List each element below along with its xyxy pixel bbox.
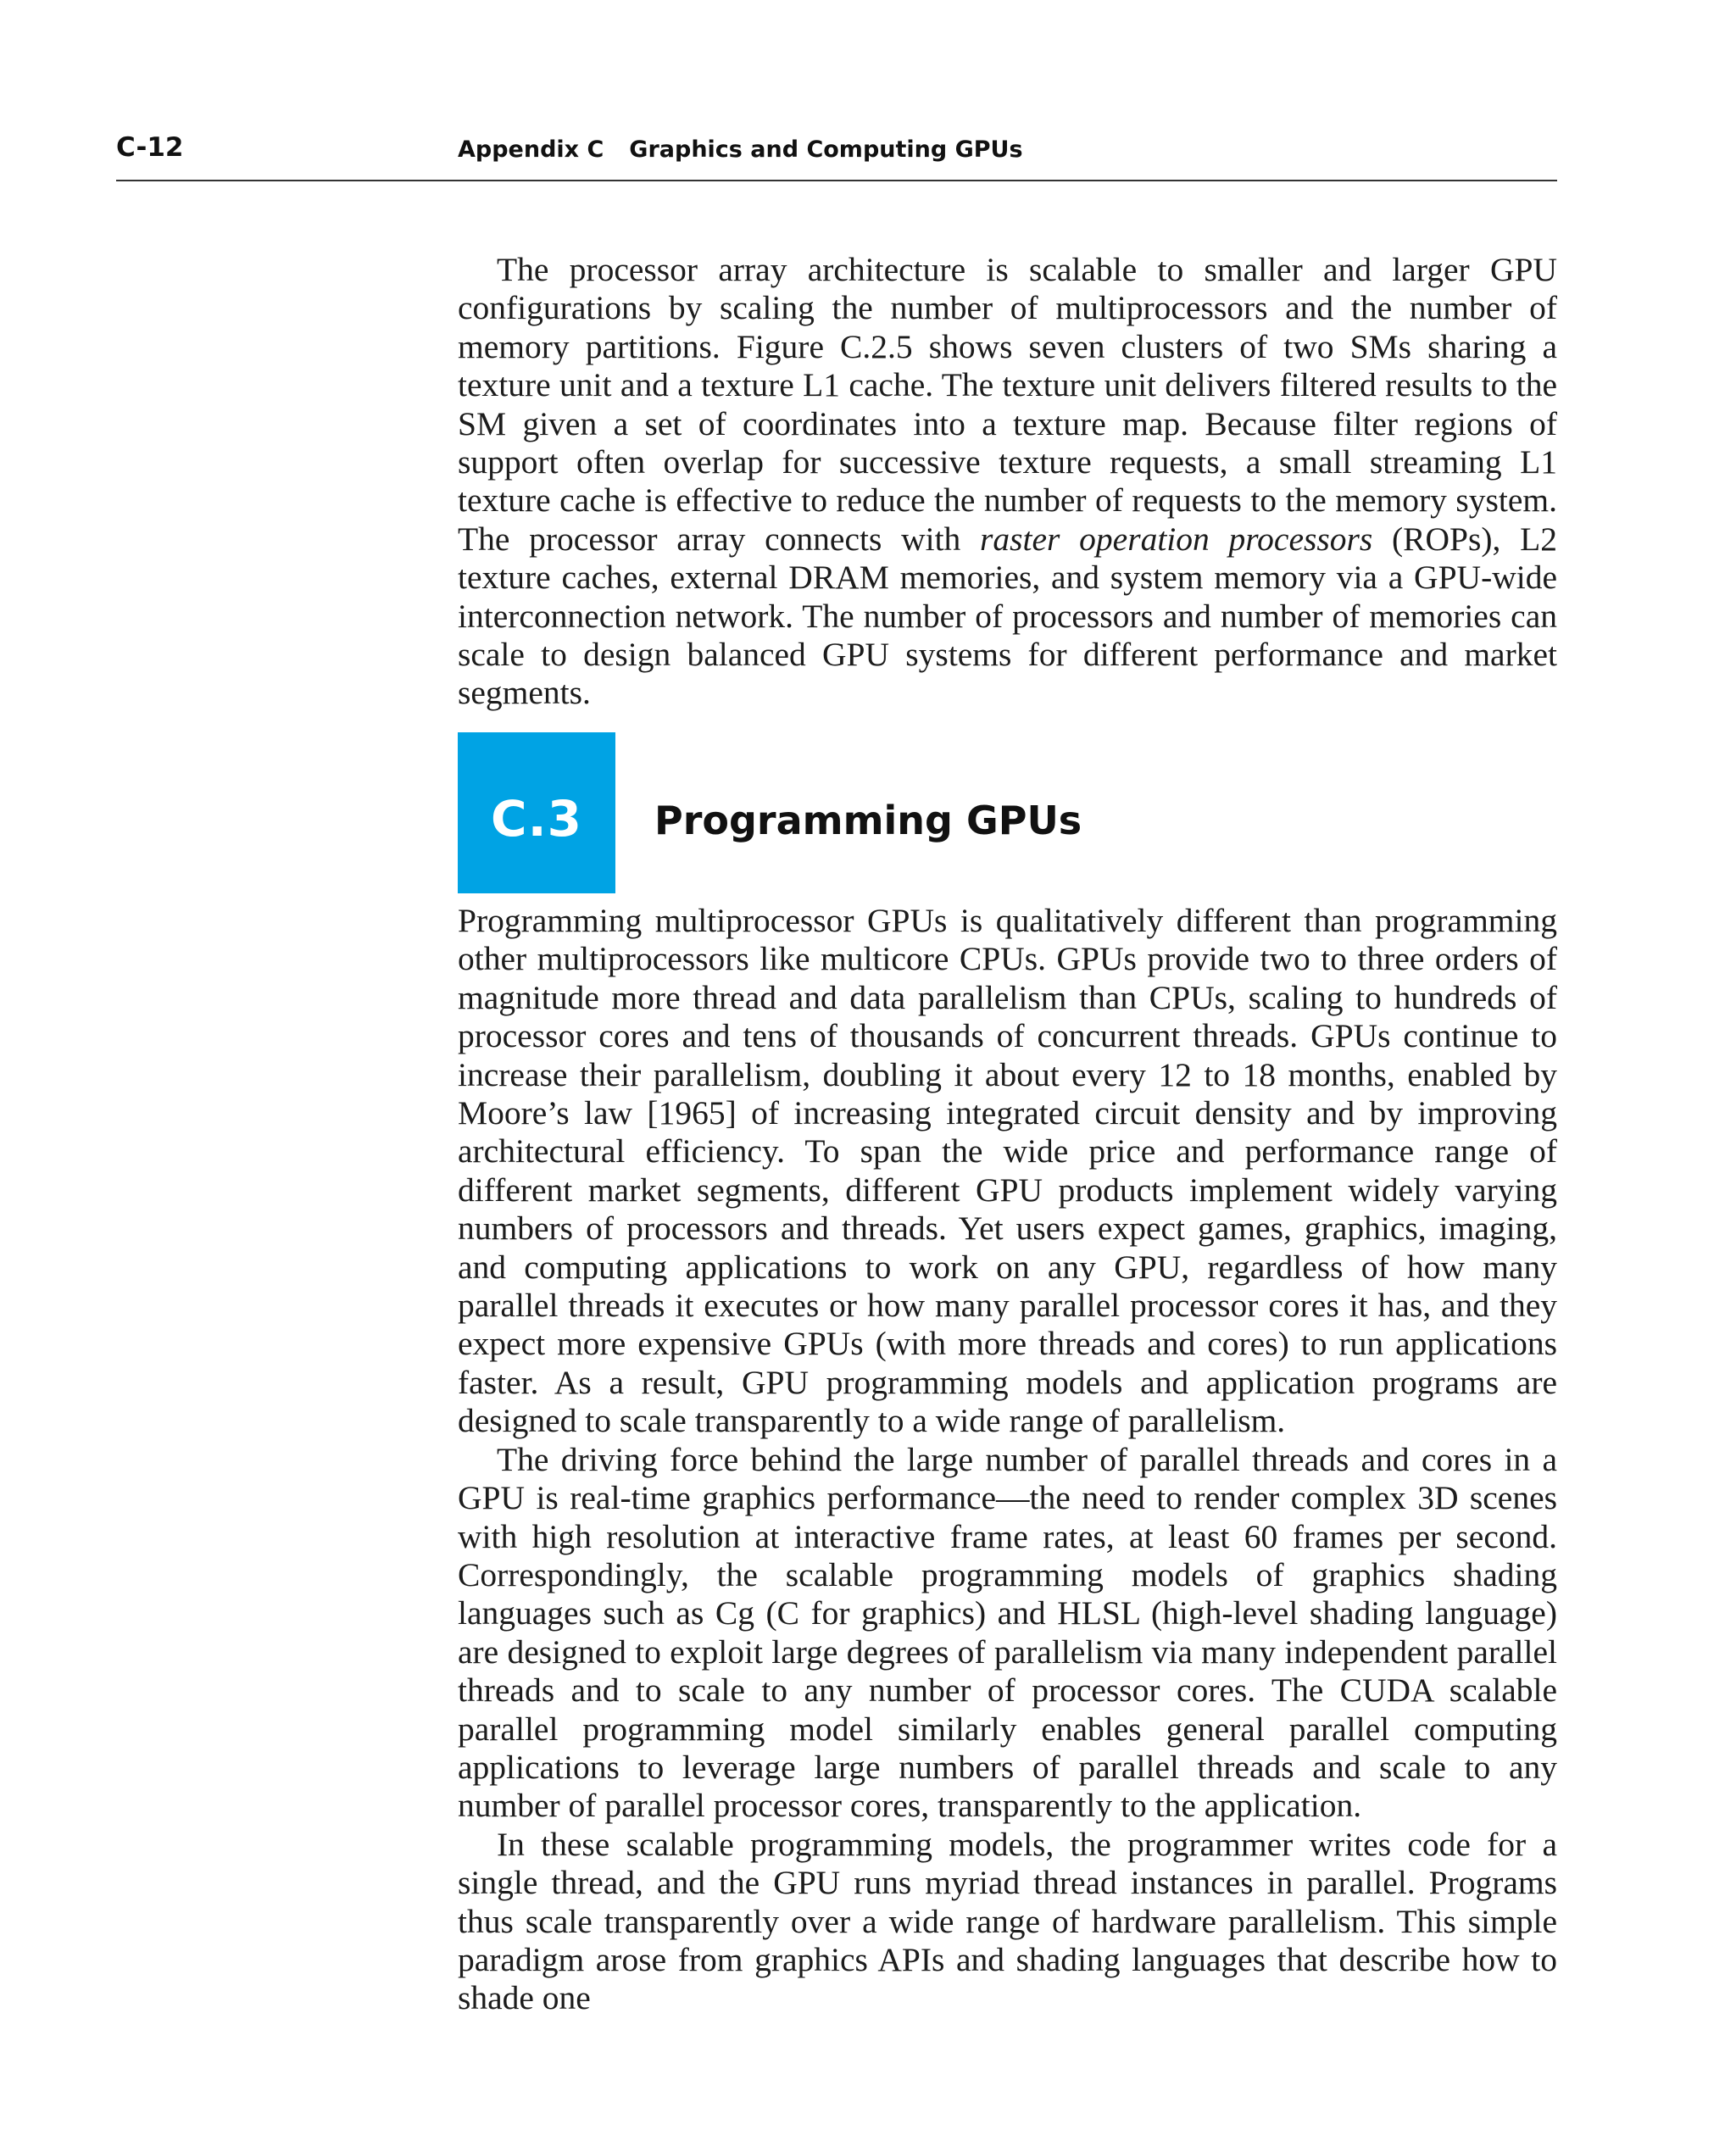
intro-section	[458, 251, 1557, 713]
appendix-label: Appendix C	[458, 136, 604, 163]
paragraph-3: In these scalable programming models, the programmer writes code for a single thread, and the GPU runs myriad thread instances in parallel. Programs thus scale transparently over a wide range of hardware parallelism. This simple paradigm arose from graphics APIs and shading languages that describe how to shade one	[458, 1825, 1557, 2017]
section-number-badge	[458, 732, 615, 893]
intro-text-part1: The processor array architecture is scalable to smaller and larger GPU configurations by scaling the number of multiprocessors and the number of memory partitions. Figure C.2.5 shows seven clusters of two SMs sharing a texture unit and a texture L1 cache. The texture unit delivers filtered results to the SM given a set of coordinates into a texture map. Because filter regions of support often overlap for successive texture requests, a small streaming L1 texture cache is effective to reduce the number of requests to the memory system. The processor array connects with	[458, 251, 1557, 558]
chapter-title: Graphics and Computing GPUs	[629, 136, 1023, 163]
page-header	[0, 0, 1736, 186]
section-heading	[458, 732, 1557, 893]
header-rule	[116, 180, 1557, 181]
paragraph-1: Programming multiprocessor GPUs is qualitatively different than programming other multiprocessors like multicore CPUs. GPUs provide two to three orders of magnitude more thread and data parallelism than CPUs, scaling to hundreds of processor cores and tens of thousands of concurrent threads. GPUs continue to increase their parallelism, doubling it about every 12 to 18 months, enabled by Moore’s law [1965] of increasing integrated circuit density and by improving architectural efficiency. To span the wide price and performance range of different market segments, different GPU products implement widely varying numbers of processors and threads. Yet users expect games, graphics, imaging, and computing applications to work on any GPU, regardless of how many parallel threads it executes or how many parallel processor cores it has, and they expect more expensive GPUs (with more threads and cores) to run applications faster. As a result, GPU programming models and application programs are designed to scale transparently to a wide range of parallelism.	[458, 902, 1557, 1440]
intro-text-part2: (ROPs), L2 texture caches, external DRAM memories, and system memory via a GPU-wide interconnection network. The number of processors and number of memories can scale to design balanced GPU systems for different performance and market segments.	[458, 520, 1557, 712]
section-number: C.3	[491, 790, 582, 848]
intro-paragraph	[458, 251, 1557, 713]
running-head	[458, 136, 1023, 163]
section-title: Programming GPUs	[654, 798, 1082, 843]
page-number: C-12	[116, 132, 184, 163]
italic-term: raster operation processors	[980, 520, 1373, 558]
section-body	[458, 902, 1557, 2018]
paragraph-2: The driving force behind the large number of parallel threads and cores in a GPU is real-time graphics performance—the need to render complex 3D scenes with high resolution at interactive frame rates, at least 60 frames per second. Correspondingly, the scalable programming models of graphics shading languages such as Cg (C for graphics) and HLSL (high-level shading language) are designed to exploit large degrees of parallelism via many independent parallel threads and to scale to any number of processor cores. The CUDA scalable parallel programming model similarly enables general parallel computing applications to leverage large numbers of parallel threads and scale to any number of parallel processor cores, transparently to the application.	[458, 1440, 1557, 1825]
